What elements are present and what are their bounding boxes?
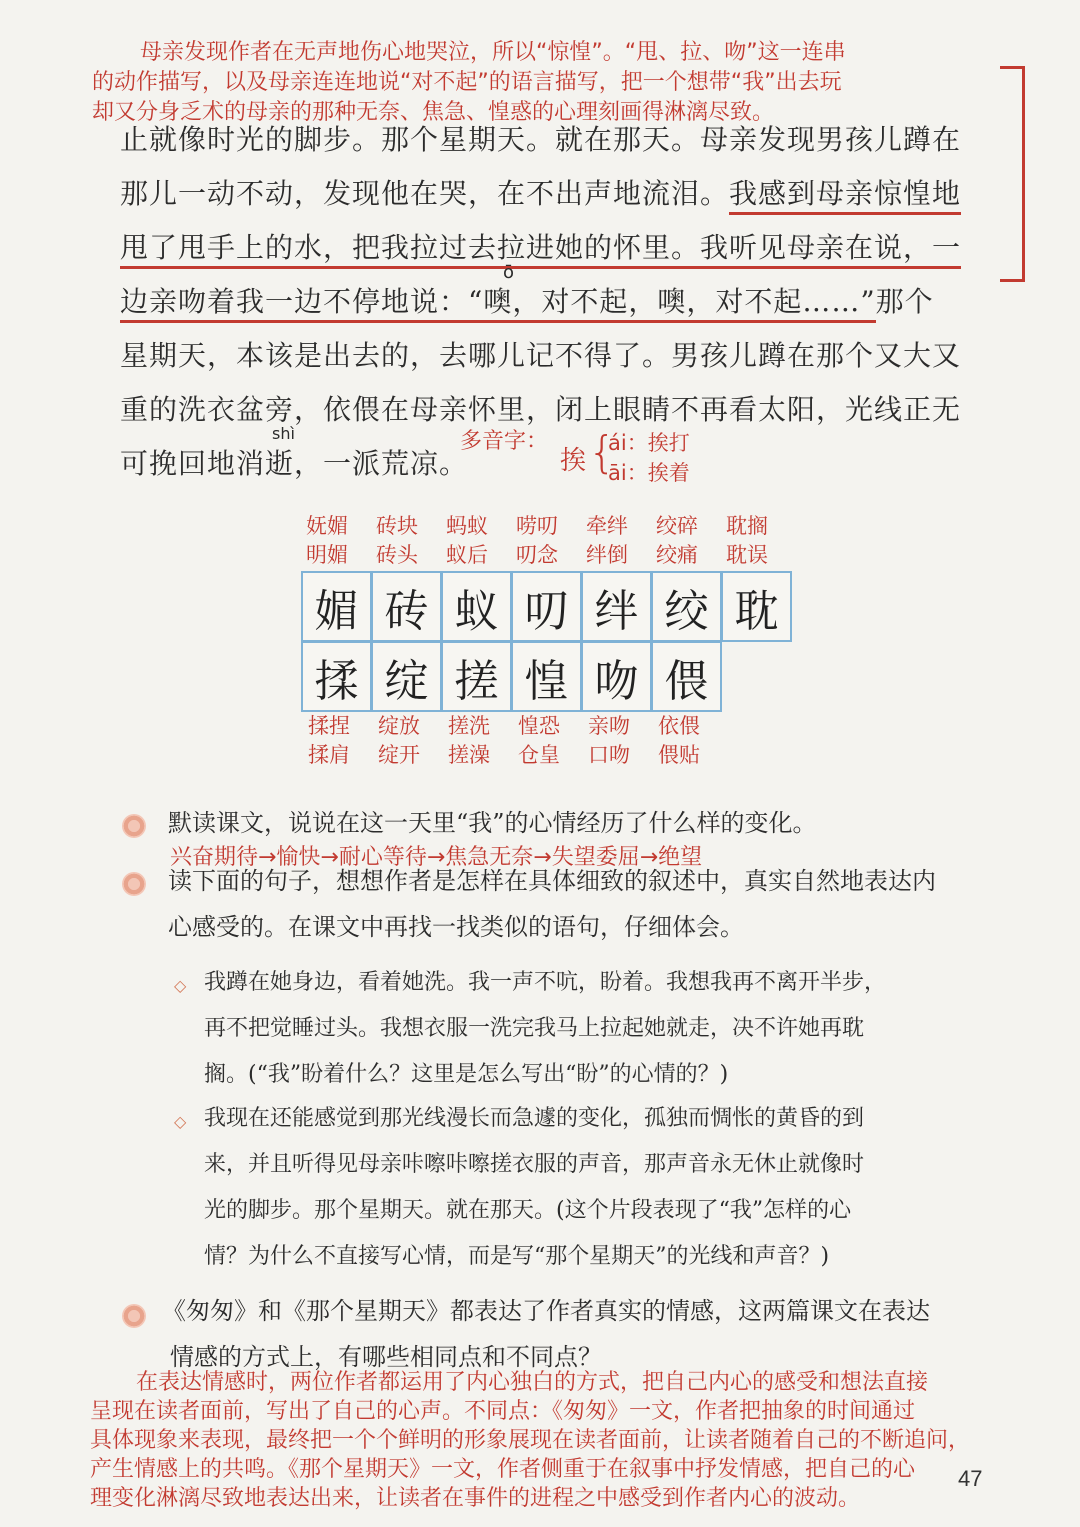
- word: 搓洗: [448, 714, 490, 738]
- example-2-line-2: 来，并且听得见母亲咔嚓咔嚓搓衣服的声音，那声音永无休止就像时: [204, 1152, 865, 1177]
- underlined-sentence-end: 边亲吻着我一边不停地说：“噢，对不起，噢，对不起……”: [120, 285, 876, 323]
- example-2-line-3: 光的脚步。那个星期天。就在那天。(这个片段表现了“我”怎样的心: [204, 1198, 852, 1223]
- answer-line-2: 呈现在读者面前，写出了自己的心声。不同点：《匆匆》一文，作者把抽象的时间通过: [90, 1399, 916, 1424]
- word: 依偎: [658, 714, 700, 738]
- annotation-line-1: 母亲发现作者在无声地伤心地哭泣，所以“惊惶”。“甩、拉、吻”这一连串: [140, 40, 846, 65]
- example-1-line-2: 再不把觉睡过头。我想衣服一洗完我马上拉起她就走，决不许她再耽: [204, 1016, 865, 1041]
- word: 耽搁: [726, 514, 768, 538]
- annotation-bracket: [1000, 66, 1025, 282]
- answer-line-3: 具体现象来表现，最终把一个个鲜明的形象展现在读者面前，让读者随着自己的不断追问，: [90, 1428, 971, 1453]
- word: 绞痛: [656, 543, 698, 567]
- polyphone-brace: {: [588, 427, 616, 478]
- word: 蚂蚁: [446, 514, 488, 538]
- passage-line-1: 止就像时光的脚步。那个星期天。就在那天。母亲发现男孩儿蹲在: [120, 123, 962, 156]
- word-pair: [580, 712, 650, 770]
- diamond-bullet-icon: ◇: [174, 1112, 187, 1131]
- grid-char: 吻: [581, 641, 652, 712]
- character-grid: [302, 572, 792, 712]
- question-3-line-1: 《匆匆》和《那个星期天》都表达了作者真实的情感，这两篇课文在表达: [162, 1297, 930, 1325]
- annotation-line-3: 却又分身乏术的母亲的那种无奈、焦急、惶惑的心理刻画得淋漓尽致。: [92, 100, 775, 125]
- passage-line-4: [120, 284, 934, 320]
- word: 搓澡: [448, 743, 490, 767]
- answer-line-4: 产生情感上的共鸣。《那个星期天》一文，作者侧重于在叙事中抒发情感，把自己的心: [90, 1457, 916, 1482]
- grid-char: 耽: [721, 571, 792, 642]
- word-pair: [720, 512, 790, 570]
- word-pair: [580, 512, 650, 570]
- polyphone-reading-1: ái：挨打: [608, 431, 690, 455]
- word-pair: [510, 512, 580, 570]
- polyphone-reading-2: āi：挨着: [608, 461, 690, 485]
- question-bullet-icon: [122, 1304, 146, 1328]
- question-1-answer: 兴奋期待→愉快→耐心等待→焦急无奈→失望委屈→绝望: [170, 845, 703, 870]
- question-3-line-2: 情感的方式上，有哪些相同点和不同点？: [170, 1343, 602, 1371]
- word: 亲吻: [588, 714, 630, 738]
- question-2-line-2: 心感受的。在课文中再找一找类似的语句，仔细体会。: [168, 913, 744, 941]
- word: 绊倒: [586, 543, 628, 567]
- word-pair: [300, 512, 370, 570]
- word-pair: [650, 712, 720, 770]
- passage-line-7: 可挽回地消逝，一派荒凉。: [120, 447, 469, 480]
- word: 明媚: [306, 543, 348, 567]
- word-pair: [370, 712, 440, 770]
- polyphone-readings: [608, 428, 690, 488]
- word: 仓皇: [518, 743, 560, 767]
- word-pair: [440, 712, 510, 770]
- grid-char: 偎: [651, 641, 722, 712]
- word-pair: [510, 712, 580, 770]
- word: 揉肩: [308, 743, 350, 767]
- word: 口吻: [588, 743, 630, 767]
- answer-line-5: 理变化淋漓尽致地表达出来，让读者在事件的进程之中感受到作者内心的波动。: [90, 1486, 861, 1511]
- question-bullet-icon: [122, 814, 146, 838]
- question-1: 默读课文，说说在这一天里“我”的心情经历了什么样的变化。: [168, 809, 817, 837]
- word: 偎贴: [658, 743, 700, 767]
- passage-line-3: [120, 230, 961, 266]
- grid-char: 搓: [441, 641, 512, 712]
- underlined-sentence-middle: 甩了甩手上的水，把我拉过去拉进她的怀里。我听见母亲在说，一: [120, 231, 961, 269]
- question-2-line-1: 读下面的句子，想想作者是怎样在具体细致的叙述中，真实自然地表达内: [168, 867, 936, 895]
- grid-char: 蚁: [441, 571, 512, 642]
- annotation-line-2: 的动作描写，以及母亲连连地说“对不起”的语言描写，把一个想带“我”出去玩: [92, 70, 842, 95]
- example-2-line-1: 我现在还能感觉到那光线漫长而急遽的变化，孤独而惆怅的黄昏的到: [204, 1106, 865, 1131]
- passage-line-6: 重的洗衣盆旁，依偎在母亲怀里，闭上眼睛不再看太阳，光线正无: [120, 393, 962, 426]
- word: 绽开: [378, 743, 420, 767]
- word-pair: [650, 512, 720, 570]
- example-2-line-4: 情？为什么不直接写心情，而是写“那个星期天”的光线和声音？): [204, 1244, 830, 1269]
- passage-line-2: [120, 176, 961, 212]
- grid-char: 砖: [371, 571, 442, 642]
- underlined-sentence-start: 我感到母亲惊惶地: [729, 177, 961, 215]
- diamond-bullet-icon: ◇: [174, 976, 187, 995]
- grid-empty: [721, 641, 792, 712]
- word: 绞碎: [656, 514, 698, 538]
- word: 耽误: [726, 543, 768, 567]
- word: 蚁后: [446, 543, 488, 567]
- word: 唠叨: [516, 514, 558, 538]
- word: 揉捏: [308, 714, 350, 738]
- page-number: 47: [958, 1466, 983, 1491]
- grid-char: 绊: [581, 571, 652, 642]
- word-pair: [300, 712, 370, 770]
- grid-bottom-words: [300, 712, 790, 770]
- grid-char: 绽: [371, 641, 442, 712]
- grid-char: 叨: [511, 571, 582, 642]
- word: 绽放: [378, 714, 420, 738]
- example-1-line-3: 搁。(“我”盼着什么？这里是怎么写出“盼”的心情的？): [204, 1062, 729, 1087]
- grid-char: 惶: [511, 641, 582, 712]
- pinyin-shi: shì: [272, 424, 295, 443]
- word-pair: [440, 512, 510, 570]
- passage-line-2-plain: 那儿一动不动，发现他在哭，在不出声地流泪。: [120, 177, 730, 210]
- polyphone-label: 多音字：: [460, 429, 549, 454]
- word: 叨念: [516, 543, 558, 567]
- word: 妩媚: [306, 514, 348, 538]
- passage-line-5: 星期天，本该是出去的，去哪儿记不得了。男孩儿蹲在那个又大又: [120, 339, 962, 372]
- word-pair: [370, 512, 440, 570]
- example-1-line-1: 我蹲在她身边，看着她洗。我一声不吭，盼着。我想我再不离开半步，: [204, 970, 887, 995]
- polyphone-char: 挨: [560, 446, 587, 476]
- word: 牵绊: [586, 514, 628, 538]
- grid-char: 媚: [301, 571, 372, 642]
- word: 砖块: [376, 514, 418, 538]
- grid-char: 绞: [651, 571, 722, 642]
- passage-line-4-plain: 那个: [875, 285, 934, 318]
- word: 惶恐: [518, 714, 560, 738]
- word: 砖头: [376, 543, 418, 567]
- grid-top-words: [300, 512, 790, 570]
- grid-char: 揉: [301, 641, 372, 712]
- answer-line-1: 在表达情感时，两位作者都运用了内心独白的方式，把自己内心的感受和想法直接: [136, 1370, 929, 1395]
- pinyin-o: ō: [503, 262, 515, 283]
- question-bullet-icon: [122, 872, 146, 896]
